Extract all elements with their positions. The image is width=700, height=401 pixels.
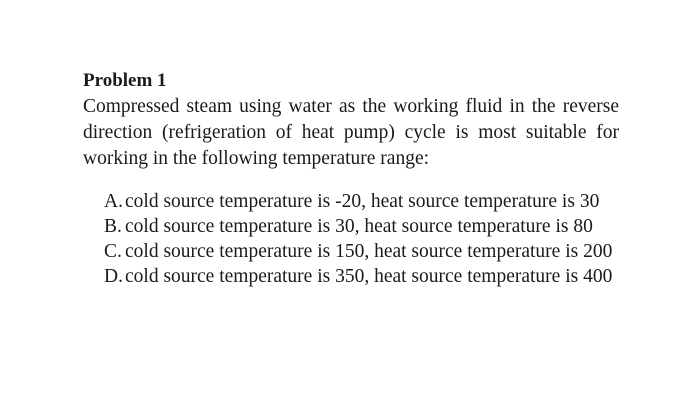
option-a bbox=[104, 190, 619, 213]
option-d bbox=[104, 265, 619, 288]
answer-options bbox=[104, 190, 619, 288]
option-text: cold source temperature is 30, heat source temperature is 80 bbox=[125, 216, 593, 237]
option-b bbox=[104, 215, 619, 238]
option-text: cold source temperature is 150, heat source temperature is 200 bbox=[125, 241, 613, 262]
problem-title: Problem 1 bbox=[83, 70, 167, 91]
option-letter: C. bbox=[104, 241, 122, 262]
option-letter: B. bbox=[104, 216, 122, 237]
option-text: cold source temperature is 350, heat source temperature is 400 bbox=[125, 266, 613, 287]
option-c bbox=[104, 240, 619, 263]
option-letter: D. bbox=[104, 266, 123, 287]
option-text: cold source temperature is -20, heat source temperature is 30 bbox=[125, 191, 600, 212]
question-text: Compressed steam using water as the working fluid in the reverse direction (refrigeration of heat pump) cycle is most suitable for working in the following temperature range: bbox=[83, 96, 619, 169]
option-letter: A. bbox=[104, 191, 123, 212]
problem-document bbox=[83, 68, 619, 290]
